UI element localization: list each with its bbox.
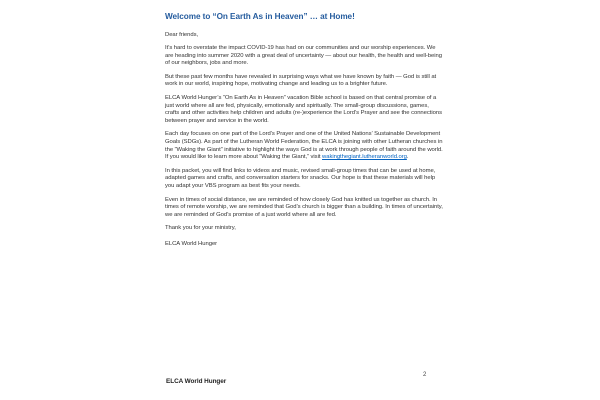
paragraph-waking-the-giant-text: Each day focuses on one part of the Lord’s Prayer and one of the United Nations’ Sustainable Development Goals (SDGs). As part of the Lutheran World Federation, the ELCA is joining with other Lutheran churches in the “Waking the Giant” initiative to highlight the ways God is at work through people of faith around the world. If you would like to learn more about “Waking the Giant,” visit: [165, 131, 443, 161]
letter-body: [165, 12, 444, 249]
paragraph-packet-contents: In this packet, you will find links to videos and music, revised small-group times that can be used at home, adapted games and crafts, and conversation starters for snacks. Our hope is that these materials will help you adapt your VBS program as best fits your needs.: [165, 167, 436, 189]
page-number: 2: [423, 372, 427, 378]
paragraph-social-distance: Even in times of social distance, we are reminded of how closely God has knitted us together as church. In times of remote worship, we are reminded that God’s church is bigger than a building. In times of uncertainty, we are reminded of God’s promise of a just world where all are fed.: [165, 196, 443, 218]
signature-line: ELCA World Hunger: [165, 240, 218, 247]
footer-organization: ELCA World Hunger: [166, 378, 227, 385]
paragraph-vbs-promise: ELCA World Hunger’s “On Earth As in Heaven” vacation Bible school is based on that central promise of a just world where all are fed, physically, emotionally and spiritually. The small-group discussions, games, crafts and other activities help children and adults (re-)experience the Lord’s Prayer and see the connections between prayer and service in the world.: [165, 95, 442, 124]
waking-the-giant-link[interactable]: wakingthegiant.lutheranworld.org: [322, 154, 407, 161]
closing-line: Thank you for your ministry,: [165, 225, 236, 232]
paragraph-covid-impact: It’s hard to overstate the impact COVID-19 has had on our communities and our worship experiences. We are heading into summer 2020 with a great deal of uncertainty — about our health, the health and well-being of our neighbors, jobs and more.: [165, 45, 442, 67]
paragraph-waking-the-giant: [165, 131, 444, 161]
paragraph-faith-hope: But these past few months have revealed in surprising ways what we have known by faith — God is still at work in our world, inspiring hope, motivating change and leading us to a brighter future.: [165, 73, 437, 88]
page-title: Welcome to “On Earth As in Heaven” … at Home!: [165, 12, 355, 21]
paragraph-waking-the-giant-period: .: [406, 154, 409, 161]
salutation: Dear friends,: [165, 31, 199, 38]
